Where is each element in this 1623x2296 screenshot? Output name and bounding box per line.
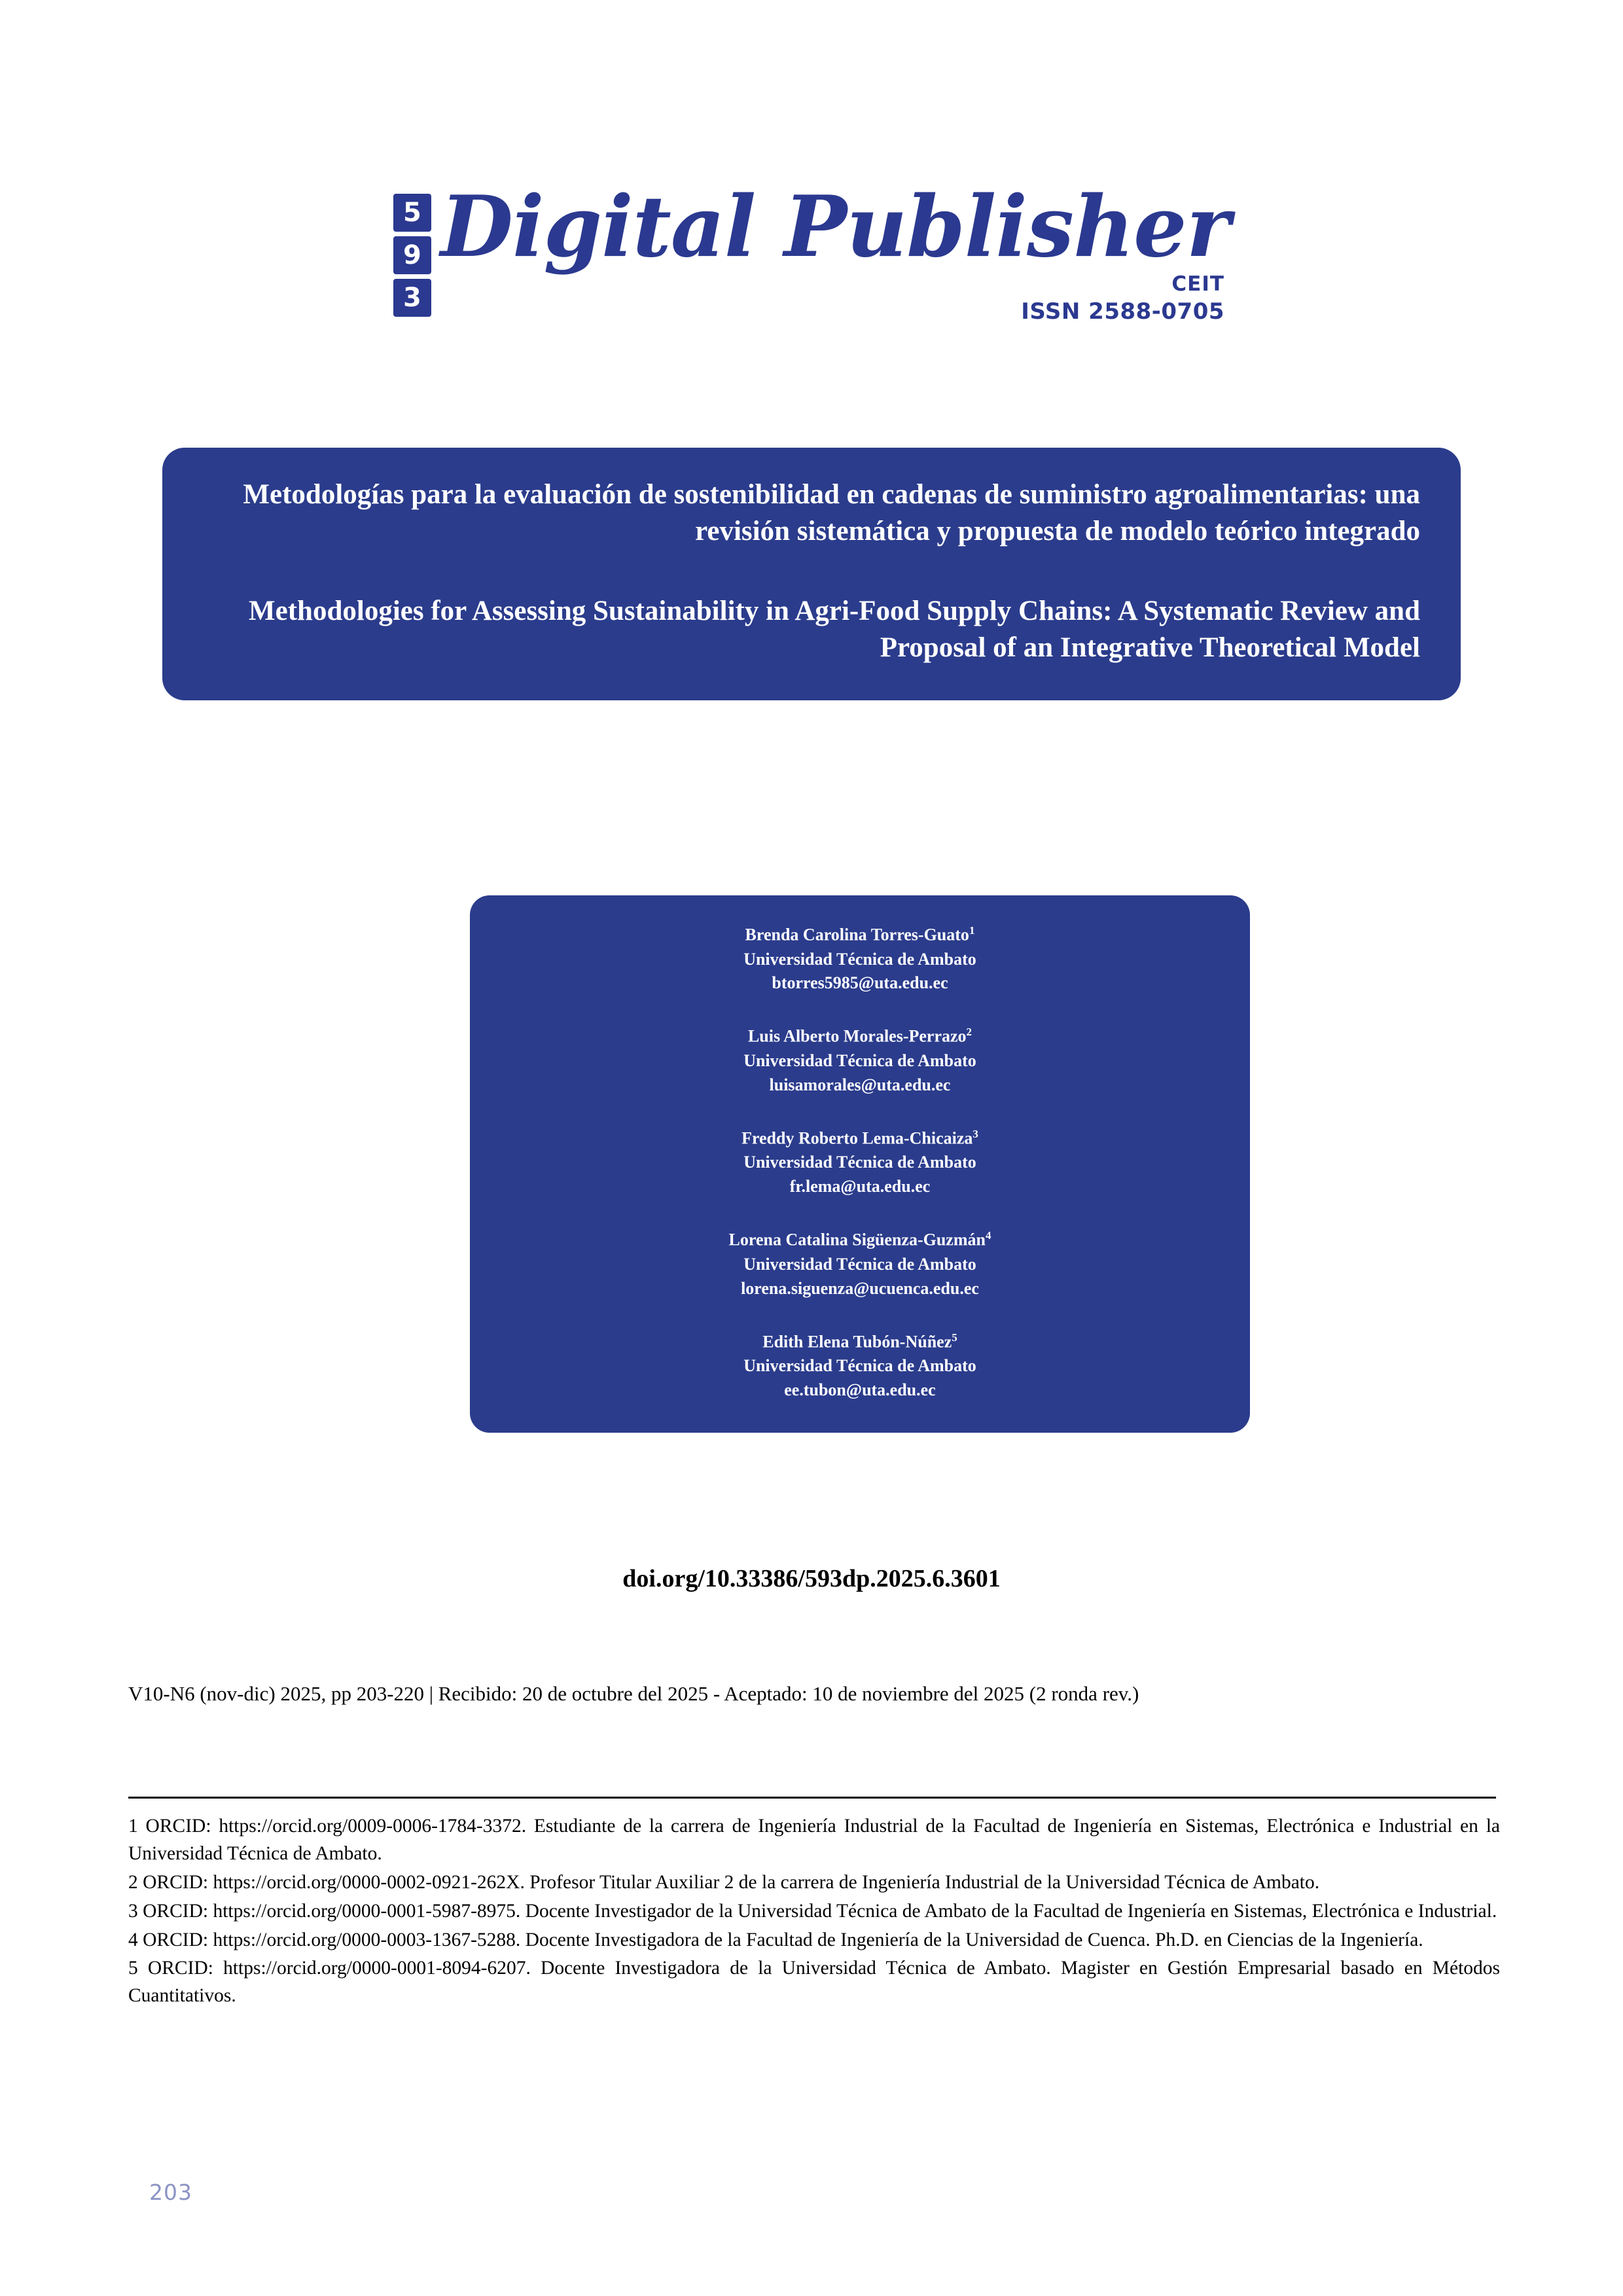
title-panel bbox=[162, 448, 1461, 700]
author-entry bbox=[490, 923, 1230, 996]
authors-panel bbox=[470, 895, 1250, 1433]
author-email[interactable]: lorena.siguenza@ucuenca.edu.ec bbox=[741, 1278, 979, 1298]
author-footnote-marker: 1 bbox=[969, 924, 975, 937]
author-name bbox=[490, 923, 1230, 948]
author-email[interactable]: btorres5985@uta.edu.ec bbox=[772, 973, 948, 993]
logo-digit-9: 9 bbox=[393, 236, 431, 274]
author-affiliation: Universidad Técnica de Ambato bbox=[743, 1356, 976, 1376]
logo-digit-3: 3 bbox=[393, 279, 431, 317]
author-affiliation: Universidad Técnica de Ambato bbox=[743, 1050, 976, 1070]
footnotes-section bbox=[128, 1813, 1500, 2011]
footnote-item: 5 ORCID: https://orcid.org/0000-0001-8094-6207. Docente Investigadora de la Universidad Técnica de Ambato. Magister en Gestión Empresarial basado en Métodos Cuantitativos. bbox=[128, 1958, 1500, 2007]
author-name bbox=[490, 1126, 1230, 1151]
author-name bbox=[490, 1228, 1230, 1253]
author-name-text: Brenda Carolina Torres-Guato bbox=[745, 925, 969, 944]
author-affiliation: Universidad Técnica de Ambato bbox=[743, 1254, 976, 1274]
author-entry bbox=[490, 1126, 1230, 1199]
author-entry bbox=[490, 1228, 1230, 1300]
doi-link[interactable]: doi.org/10.33386/593dp.2025.6.3601 bbox=[622, 1565, 1001, 1592]
author-email[interactable]: ee.tubon@uta.edu.ec bbox=[784, 1380, 936, 1399]
author-name-text: Freddy Roberto Lema-Chicaiza bbox=[741, 1128, 973, 1148]
footnote-item: 3 ORCID: https://orcid.org/0000-0001-5987-8975. Docente Investigador de la Universidad Técnica de Ambato de la Facultad de Ingeniería en Sistemas, Electrónica e Industrial. bbox=[128, 1900, 1497, 1922]
author-footnote-marker: 4 bbox=[985, 1229, 991, 1242]
journal-logo bbox=[393, 178, 1230, 325]
author-affiliation: Universidad Técnica de Ambato bbox=[743, 949, 976, 969]
article-title-spanish: Metodologías para la evaluación de sostenibilidad en cadenas de suministro agroalimentarias: una revisión sistemática y propuesta de modelo teórico integrado bbox=[243, 479, 1420, 547]
logo-issn-label: ISSN 2588-0705 bbox=[1021, 298, 1225, 325]
page-number: 203 bbox=[149, 2179, 192, 2205]
logo-subtitle-group bbox=[440, 272, 1230, 325]
logo-digit-5: 5 bbox=[393, 194, 431, 232]
author-name bbox=[490, 1330, 1230, 1355]
logo-ceit-label: CEIT bbox=[1171, 272, 1225, 296]
issue-and-dates-line: V10-N6 (nov-dic) 2025, pp 203-220 | Recibido: 20 de octubre del 2025 - Aceptado: 10 de noviembre del 2025 (2 ronda rev.) bbox=[128, 1682, 1139, 1705]
author-email[interactable]: fr.lema@uta.edu.ec bbox=[789, 1177, 931, 1196]
author-entry bbox=[490, 1330, 1230, 1403]
author-email[interactable]: luisamorales@uta.edu.ec bbox=[769, 1075, 951, 1094]
article-title-english: Methodologies for Assessing Sustainability in Agri-Food Supply Chains: A Systematic Review and Proposal of an Integrative Theoretical Model bbox=[249, 595, 1420, 663]
logo-digits bbox=[393, 194, 431, 317]
author-affiliation: Universidad Técnica de Ambato bbox=[743, 1153, 976, 1172]
footnote-item: 1 ORCID: https://orcid.org/0009-0006-1784-3372. Estudiante de la carrera de Ingeniería Industrial de la Facultad de Ingeniería en Sistemas, Electrónica e Industrial en la Universidad Técnica de Ambato. bbox=[128, 1816, 1500, 1864]
logo-text-group bbox=[440, 178, 1230, 325]
journal-masthead bbox=[0, 178, 1623, 325]
author-footnote-marker: 5 bbox=[952, 1331, 957, 1344]
author-footnote-marker: 3 bbox=[972, 1127, 978, 1140]
author-name-text: Lorena Catalina Sigüenza-Guzmán bbox=[728, 1230, 986, 1249]
author-name bbox=[490, 1024, 1230, 1049]
author-name-text: Luis Alberto Morales-Perrazo bbox=[747, 1027, 967, 1047]
footnote-separator bbox=[128, 1797, 1496, 1799]
author-footnote-marker: 2 bbox=[966, 1026, 972, 1039]
footnote-item: 4 ORCID: https://orcid.org/0000-0003-1367-5288. Docente Investigadora de la Facultad de Ingeniería de la Universidad de Cuenca. Ph.D. en Ciencias de la Ingeniería. bbox=[128, 1929, 1423, 1950]
author-name-text: Edith Elena Tubón-Núñez bbox=[762, 1332, 952, 1352]
author-entry bbox=[490, 1024, 1230, 1097]
footnote-item: 2 ORCID: https://orcid.org/0000-0002-0921-262X. Profesor Titular Auxiliar 2 de la carrera de Ingeniería Industrial de la Universidad Técnica de Ambato. bbox=[128, 1871, 1320, 1893]
logo-wordmark: Digital Publisher bbox=[440, 178, 1230, 276]
